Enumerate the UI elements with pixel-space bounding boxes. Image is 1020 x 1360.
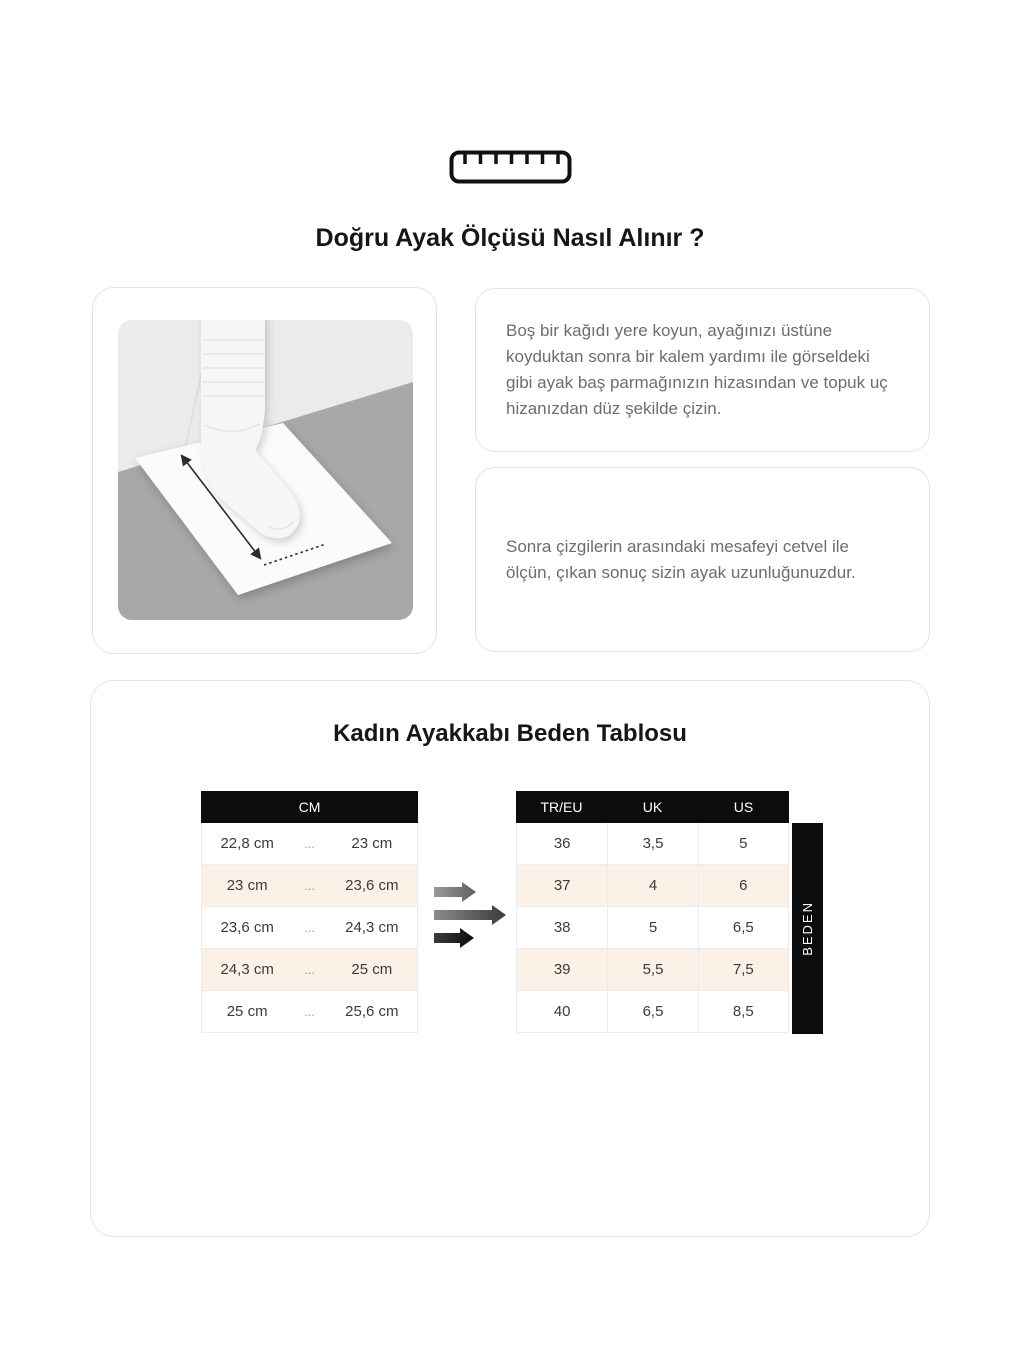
size-table-header xyxy=(516,791,789,823)
size-table-row xyxy=(516,823,789,865)
size-cell: 6,5 xyxy=(698,907,788,948)
size-table xyxy=(516,791,789,1033)
cm-dots: ... xyxy=(304,878,315,893)
cm-table-row xyxy=(201,949,418,991)
size-cell: 6 xyxy=(698,865,788,906)
size-cell: 6,5 xyxy=(607,991,697,1032)
cm-table-row xyxy=(201,907,418,949)
cm-min: 23,6 cm xyxy=(220,919,274,936)
cm-table-row xyxy=(201,865,418,907)
foot-measurement-photo xyxy=(118,320,413,620)
instruction-text-draw: Boş bir kağıdı yere koyun, ayağınızı üstüne koyduktan sonra bir kalem yardımı ile görseldeki gibi ayak baş parmağınızın hizasından ve topuk uç hizanızdan düz şekilde çizin. xyxy=(506,321,888,418)
size-cell: 5 xyxy=(698,823,788,864)
instruction-card-measure xyxy=(475,467,930,652)
cm-table xyxy=(201,791,418,1033)
size-cell: 8,5 xyxy=(698,991,788,1032)
foot-measurement-illustration xyxy=(118,320,413,620)
cm-table-row xyxy=(201,823,418,865)
size-cell: 37 xyxy=(553,877,571,894)
cm-min: 23 cm xyxy=(226,877,268,894)
cm-max: 23 cm xyxy=(351,835,393,852)
beden-strip xyxy=(792,823,823,1034)
conversion-arrows-icon xyxy=(434,877,514,953)
cm-dots: ... xyxy=(304,920,315,935)
cm-min: 22,8 cm xyxy=(220,835,274,852)
cm-min: 25 cm xyxy=(226,1003,268,1020)
cm-dots: ... xyxy=(304,836,315,851)
ruler-icon xyxy=(449,150,572,184)
size-col-header-us: US xyxy=(733,799,754,815)
cm-table-header: CM xyxy=(201,791,418,823)
conversion-arrows xyxy=(434,877,514,953)
cm-dots: ... xyxy=(304,1004,315,1019)
cm-max: 24,3 cm xyxy=(345,919,399,936)
cm-max: 25 cm xyxy=(351,961,393,978)
size-cell: 5 xyxy=(607,907,697,948)
instruction-text-measure: Sonra çizgilerin arasındaki mesafeyi cetvel ile ölçün, çıkan sonuç sizin ayak uzunluğunuzdur. xyxy=(506,536,856,582)
cm-min: 24,3 cm xyxy=(220,961,274,978)
ruler-icon-wrap xyxy=(0,150,1020,184)
size-cell: 38 xyxy=(553,919,571,936)
size-table-row xyxy=(516,865,789,907)
cm-table-row xyxy=(201,991,418,1033)
size-cell: 4 xyxy=(607,865,697,906)
size-cell: 7,5 xyxy=(698,949,788,990)
size-cell: 39 xyxy=(553,961,571,978)
size-cell: 5,5 xyxy=(607,949,697,990)
cm-max: 23,6 cm xyxy=(345,877,399,894)
beden-label: BEDEN xyxy=(800,901,815,956)
size-col-header-treu: TR/EU xyxy=(540,799,583,815)
size-cell: 3,5 xyxy=(607,823,697,864)
instruction-card-draw xyxy=(475,288,930,452)
page-title: Doğru Ayak Ölçüsü Nasıl Alınır ? xyxy=(315,224,705,252)
size-table-row xyxy=(516,991,789,1033)
size-chart-card xyxy=(90,680,930,1237)
size-chart-title: Kadın Ayakkabı Beden Tablosu xyxy=(333,720,687,747)
size-table-row xyxy=(516,907,789,949)
cm-max: 25,6 cm xyxy=(345,1003,399,1020)
cm-dots: ... xyxy=(304,962,315,977)
size-cell: 40 xyxy=(553,1003,571,1020)
size-col-header-uk: UK xyxy=(642,799,663,815)
size-table-row xyxy=(516,949,789,991)
foot-photo-card xyxy=(92,287,437,654)
size-cell: 36 xyxy=(553,835,571,852)
